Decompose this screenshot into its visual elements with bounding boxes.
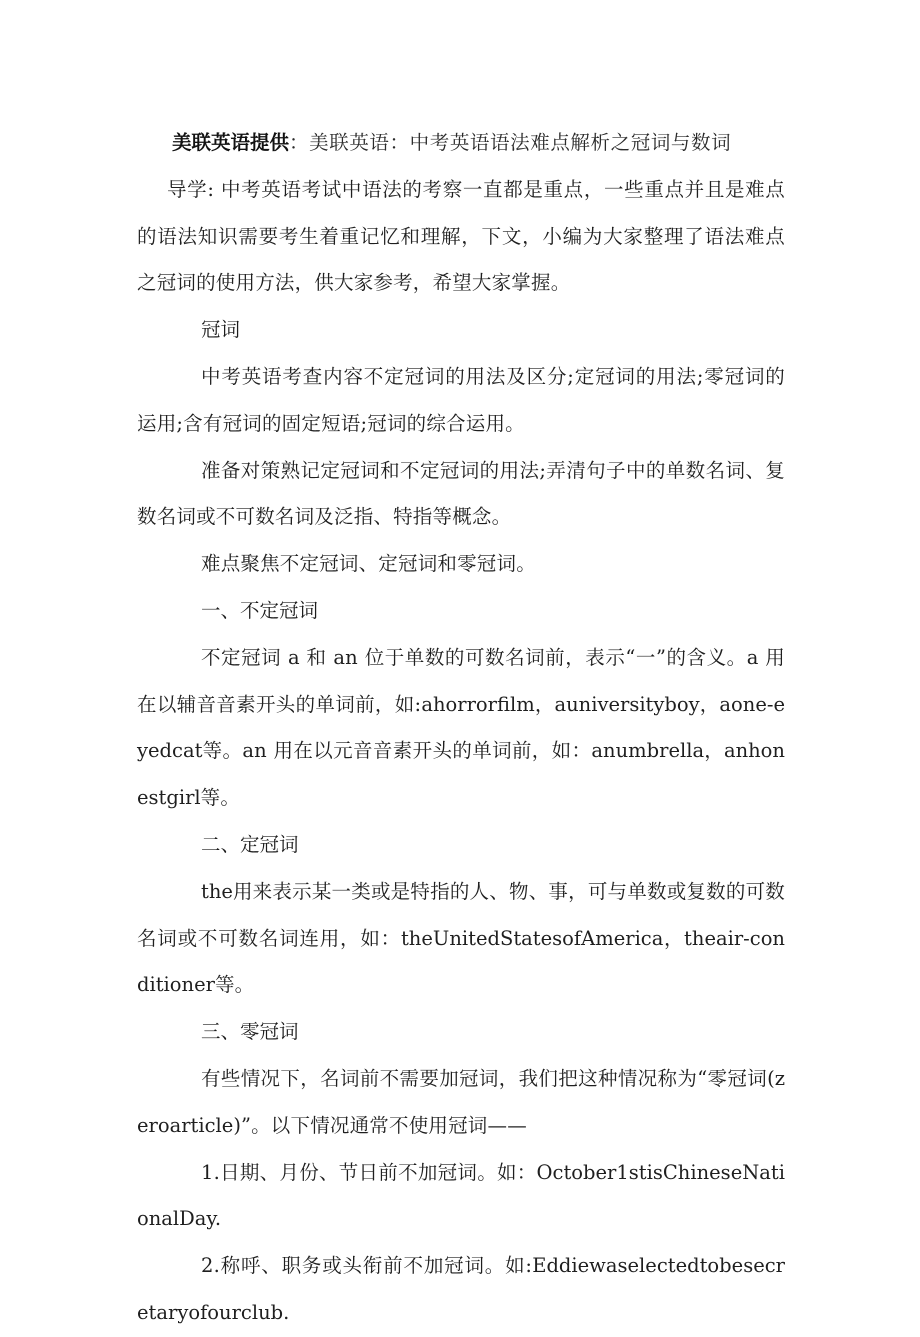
indefinite-text-before: 不定冠词 a 和 an 位于单数的可数名词前，表示“一”的含义。a 用在以辅音音素开头的单词前，如: <box>137 645 785 716</box>
definite-word-the: the <box>201 879 233 903</box>
paragraph-strategy: 准备对策熟记定冠词和不定冠词的用法;弄清句子中的单数名词、复数名词或不可数名词及泛指、特指等概念。 <box>137 458 785 529</box>
heading-definite-article: 二、定冠词 <box>201 832 299 856</box>
zero-article-term: (zeroarticle) <box>137 1066 785 1137</box>
paragraph-exam-content: 中考英语考查内容不定冠词的用法及区分;定冠词的用法;零冠词的运用;含有冠词的固定短语;冠词的综合运用。 <box>137 364 785 435</box>
indefinite-text-after: 等。 <box>200 786 241 810</box>
definite-text-after: 等。 <box>214 973 255 997</box>
section-heading-articles: 冠词 <box>201 318 241 342</box>
title-rest: 美联英语：中考英语语法难点解析之冠词与数词 <box>309 131 732 154</box>
title-brand: 美联英语提供 <box>172 131 290 154</box>
document-title <box>137 120 785 167</box>
paragraph-definite-article-body <box>137 869 785 1009</box>
paragraph-intro: 导学: 中考英语考试中语法的考察一直都是重点，一些重点并且是难点的语法知识需要考生着重记忆和理解，下文，小编为大家整理了语法难点之冠词的使用方法，供大家参考，希望大家掌握。 <box>137 177 785 295</box>
document-body <box>137 120 785 1337</box>
zero-text-after: ”。以下情况通常不使用冠词—— <box>240 1113 527 1137</box>
paragraph-indefinite-article-body <box>137 635 785 822</box>
paragraph-focus: 难点聚焦不定冠词、定冠词和零冠词。 <box>201 552 536 576</box>
list-item-1-example: October1stisChineseNationalDay. <box>137 1160 785 1231</box>
list-item-2-text: 2.称呼、职务或头衔前不加冠词。如: <box>201 1254 533 1278</box>
definite-text-mid: 用来表示某一类或是特指的人、物、事，可与单数或复数的可数名词或不可数名词连用，如： <box>137 879 785 950</box>
paragraph-zero-article-body <box>137 1056 785 1150</box>
heading-indefinite-article: 一、不定冠词 <box>201 598 319 622</box>
indefinite-examples-a: ahorrorfilm，auniversityboy，aone-eyedcat <box>137 692 785 763</box>
definite-examples: theUnitedStatesofAmerica，theair-conditioner <box>137 926 785 997</box>
list-item-1 <box>137 1150 785 1244</box>
list-item-2-example: Eddiewaselectedtobesecretaryofourclub. <box>137 1254 785 1324</box>
list-item-2 <box>137 1243 785 1337</box>
indefinite-examples-an: anumbrella，anhonestgirl <box>137 739 785 810</box>
indefinite-text-mid: 等。an 用在以元音音素开头的单词前，如： <box>202 739 592 763</box>
list-item-1-text: 1.日期、月份、节日前不加冠词。如： <box>201 1160 537 1184</box>
zero-text-before: 有些情况下，名词前不需要加冠词，我们把这种情况称为“零冠词 <box>201 1066 768 1090</box>
title-separator: ： <box>289 131 310 154</box>
heading-zero-article: 三、零冠词 <box>201 1020 299 1044</box>
